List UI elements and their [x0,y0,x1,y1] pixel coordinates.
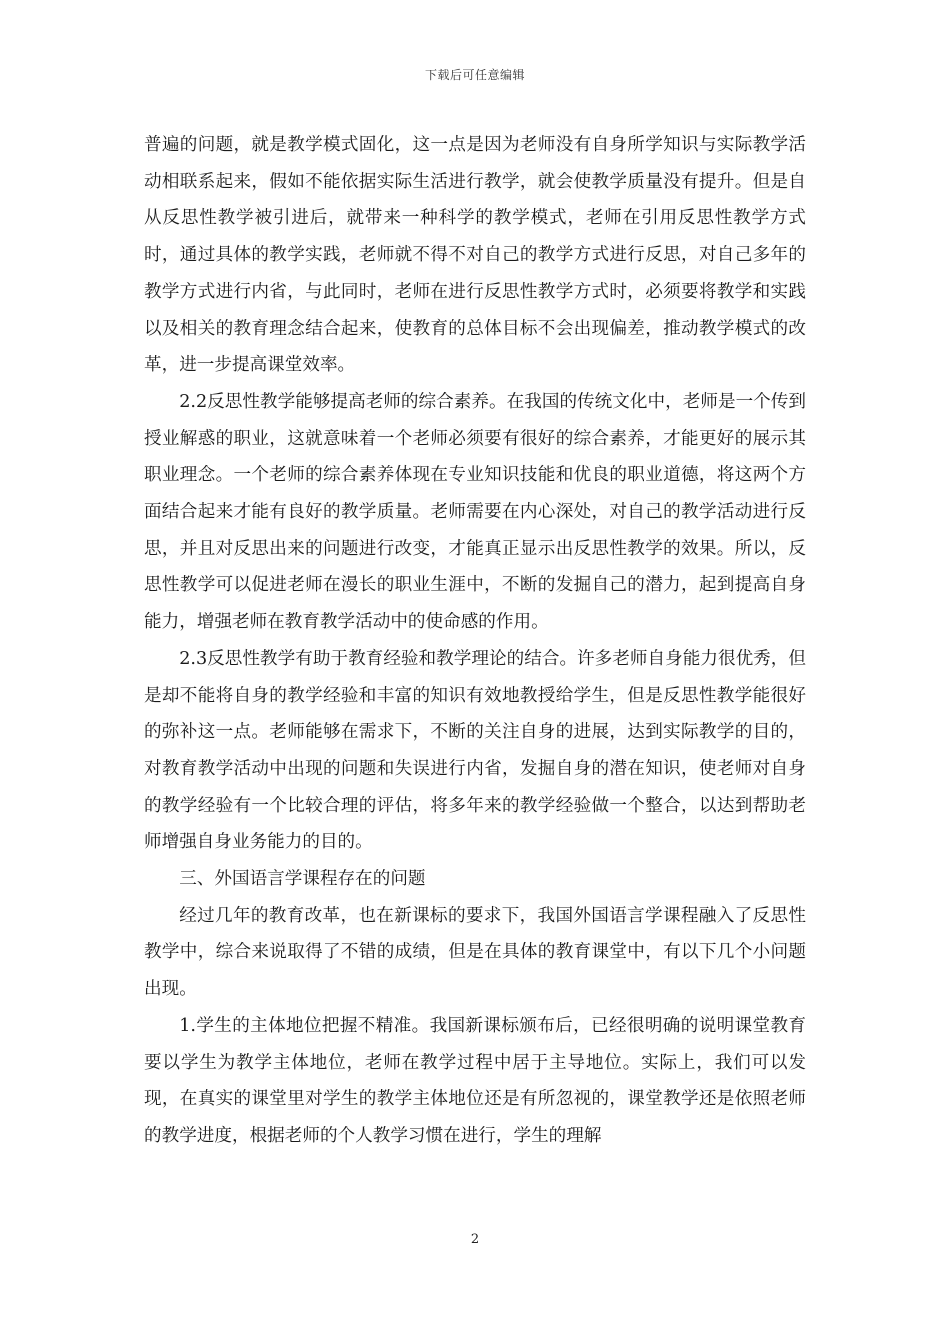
paragraph-5: 1.学生的主体地位把握不精准。我国新课标颁布后，已经很明确的说明课堂教育要以学生为教学主体地位，老师在教学过程中居于主导地位。实际上，我们可以发现，在真实的课堂里对学生的教学主体地位还是有所忽视的，课堂教学还是依照老师的教学进度，根据老师的个人教学习惯在进行，学生的理解 [144,1015,806,1146]
section-heading: 三、外国语言学课程存在的问题 [179,869,426,890]
paragraph-2: 2.2反思性教学能够提高老师的综合素养。在我国的传统文化中，老师是一个传到授业解惑的职业，这就意味着一个老师必须要有很好的综合素养，才能更好的展示其职业理念。一个老师的综合素养体现在专业知识技能和优良的职业道德，将这两个方面结合起来才能有良好的教学质量。老师需要在内心深处，对自己的教学活动进行反思，并且对反思出来的问题进行改变，才能真正显示出反思性教学的效果。所以，反思性教学可以促进老师在漫长的职业生涯中，不断的发掘自己的潜力，起到提高自身能力，增强老师在教育教学活动中的使命感的作用。 [144,391,806,633]
page-number: 2 [470,1232,480,1247]
page-header: 下载后可任意编辑 [424,68,525,82]
paragraph-3: 2.3反思性教学有助于教育经验和教学理论的结合。许多老师自身能力很优秀，但是却不能将自身的教学经验和丰富的知识有效地教授给学生，但是反思性教学能很好的弥补这一点。老师能够在需求下，不断的关注自身的进展，达到实际教学的目的，对教育教学活动中出现的问题和失误进行内省，发掘自身的潜在知识，使老师对自身的教学经验有一个比较合理的评估，将多年来的教学经验做一个整合，以达到帮助老师增强自身业务能力的目的。 [144,648,806,853]
paragraph-1: 普遍的问题，就是教学模式固化，这一点是因为老师没有自身所学知识与实际教学活动相联系起来，假如不能依据实际生活进行教学，就会使教学质量没有提升。但是自从反思性教学被引进后，就带来一种科学的教学模式，老师在引用反思性教学方式时，通过具体的教学实践，老师就不得不对自己的教学方式进行反思，对自己多年的教学方式进行内省，与此同时，老师在进行反思性教学方式时，必须要将教学和实践以及相关的教育理念结合起来，使教育的总体目标不会出现偏差，推动教学模式的改革，进一步提高课堂效率。 [144,135,806,376]
paragraph-4: 经过几年的教育改革，也在新课标的要求下，我国外国语言学课程融入了反思性教学中，综合来说取得了不错的成绩，但是在具体的教育课堂中，有以下几个小问题出现。 [144,905,806,1000]
document-body [144,127,806,1155]
